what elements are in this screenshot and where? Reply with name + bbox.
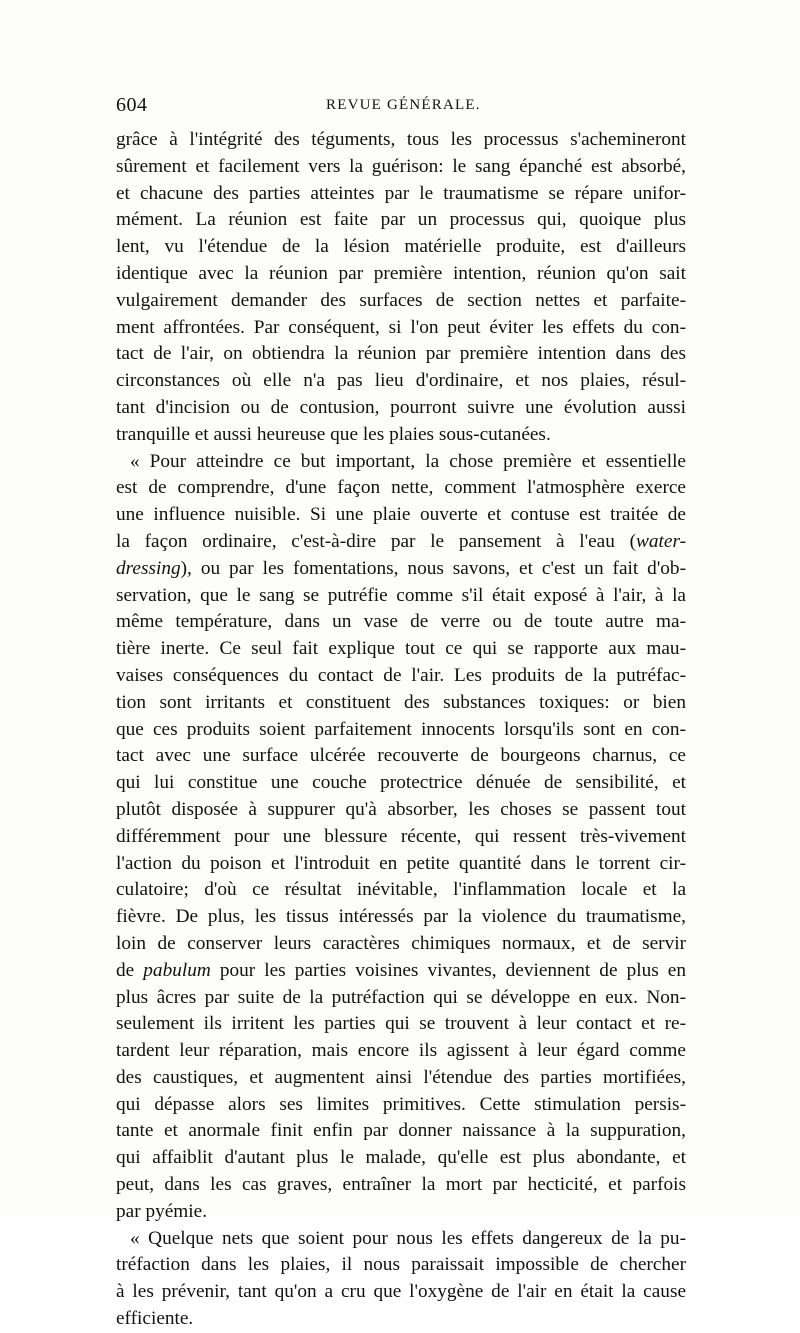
text-line: des caustiques, et augmentent ainsi l'étendue des parties mortifiées, (116, 1066, 686, 1088)
italic-term: dressing (116, 557, 181, 579)
text-line: qui lui constitue une couche protectrice dénuée de sensibilité, et (116, 772, 686, 794)
text-line: tion sont irritants et constituent des substances toxiques: or bien (116, 691, 686, 713)
body-text (116, 127, 686, 1333)
text-line: seulement ils irritent les parties qui se trouvent à leur contact et re- (116, 1013, 686, 1035)
text-line: différemment pour une blessure récente, qui ressent très-vivement (116, 825, 686, 847)
text-line: tière inerte. Ce seul fait explique tout ce qui se rapporte aux mau- (116, 638, 686, 660)
text-line: et chacune des parties atteintes par le traumatisme se répare unifor- (116, 182, 686, 204)
paragraph (116, 449, 686, 1226)
running-head: REVUE GÉNÉRALE. (326, 97, 481, 113)
text-line: plus âcres par suite de la putréfaction qui se développe en eux. Non- (116, 986, 686, 1008)
page-number: 604 (116, 94, 148, 116)
text-line: ment affrontées. Par conséquent, si l'on peut éviter les effets du con- (116, 316, 686, 338)
italic-term: pabulum (143, 959, 211, 981)
text-line: tact de l'air, on obtiendra la réunion par première intention dans des (116, 343, 686, 365)
text-line (116, 529, 686, 556)
text-line: tact avec une surface ulcérée recouverte de bourgeons charnus, ce (116, 745, 686, 767)
paragraph (116, 1226, 686, 1333)
text-line: qui dépasse alors ses limites primitives. Cette stimulation persis- (116, 1093, 686, 1115)
text-line: vaises conséquences du contact de l'air. Les produits de la putréfac- (116, 664, 686, 686)
text-line: une influence nuisible. Si une plaie ouverte et contuse est traitée de (116, 504, 686, 526)
text-line: efficiente. (116, 1308, 194, 1330)
text-line: culatoire; d'où ce résultat inévitable, l'inflammation locale et la (116, 879, 686, 901)
text-line: circonstances où elle n'a pas lieu d'ordinaire, et nos plaies, résul- (116, 370, 686, 392)
text-line: tréfaction dans les plaies, il nous paraissait impossible de chercher (116, 1254, 686, 1276)
paragraph (116, 127, 686, 449)
text-run: ), ou par les fomentations, nous savons, et c'est un fait d'ob- (180, 557, 686, 579)
text-line: tant d'incision ou de contusion, pourront suivre une évolution aussi (116, 396, 686, 418)
text-run: pour les parties voisines vivantes, deviennent de plus en (210, 959, 686, 981)
text-line (116, 556, 686, 583)
text-line: sûrement et facilement vers la guérison: le sang épanché est absorbé, (116, 155, 686, 177)
text-line: « Pour atteindre ce but important, la chose première et essentielle (130, 450, 686, 472)
text-line: « Quelque nets que soient pour nous les effets dangereux de la pu- (130, 1227, 686, 1249)
text-line: vulgairement demander des surfaces de section nettes et parfaite- (116, 289, 686, 311)
text-line: identique avec la réunion par première intention, réunion qu'on sait (116, 262, 686, 284)
text-line: même température, dans un vase de verre ou de toute autre ma- (116, 611, 686, 633)
text-line: servation, que le sang se putréfie comme s'il était exposé à l'air, à la (116, 584, 686, 606)
text-line: loin de conserver leurs caractères chimiques normaux, et de servir (116, 932, 686, 954)
italic-term: water- (636, 530, 686, 552)
text-line: tante et anormale finit enfin par donner naissance à la suppuration, (116, 1120, 686, 1142)
text-run: la façon ordinaire, c'est-à-dire par le pansement à l'eau ( (116, 530, 637, 552)
page-header (116, 94, 686, 120)
text-line: à les prévenir, tant qu'on a cru que l'oxygène de l'air en était la cause (116, 1281, 686, 1303)
text-line: lent, vu l'étendue de la lésion matérielle produite, est d'ailleurs (116, 236, 686, 258)
text-line: que ces produits soient parfaitement innocents lorsqu'ils sont en con- (116, 718, 686, 740)
text-line: mément. La réunion est faite par un processus qui, quoique plus (116, 209, 686, 231)
text-line: qui affaiblit d'autant plus le malade, qu'elle est plus abondante, et (116, 1147, 686, 1169)
text-line: est de comprendre, d'une façon nette, comment l'atmosphère exerce (116, 477, 686, 499)
text-line: tardent leur réparation, mais encore ils agissent à leur égard comme (116, 1040, 686, 1062)
text-line: par pyémie. (116, 1200, 208, 1222)
text-line: peut, dans les cas graves, entraîner la mort par hecticité, et parfois (116, 1174, 686, 1196)
text-line (116, 958, 686, 985)
text-line: l'action du poison et l'introduit en petite quantité dans le torrent cir- (116, 852, 686, 874)
text-line: tranquille et aussi heureuse que les plaies sous-cutanées. (116, 423, 551, 445)
text-line: grâce à l'intégrité des téguments, tous les processus s'achemineront (116, 129, 686, 150)
text-line: plutôt disposée à suppurer qu'à absorber, les choses se passent tout (116, 798, 686, 820)
text-run: de (116, 959, 144, 981)
text-line: fièvre. De plus, les tissus intéressés par la violence du traumatisme, (116, 906, 686, 928)
